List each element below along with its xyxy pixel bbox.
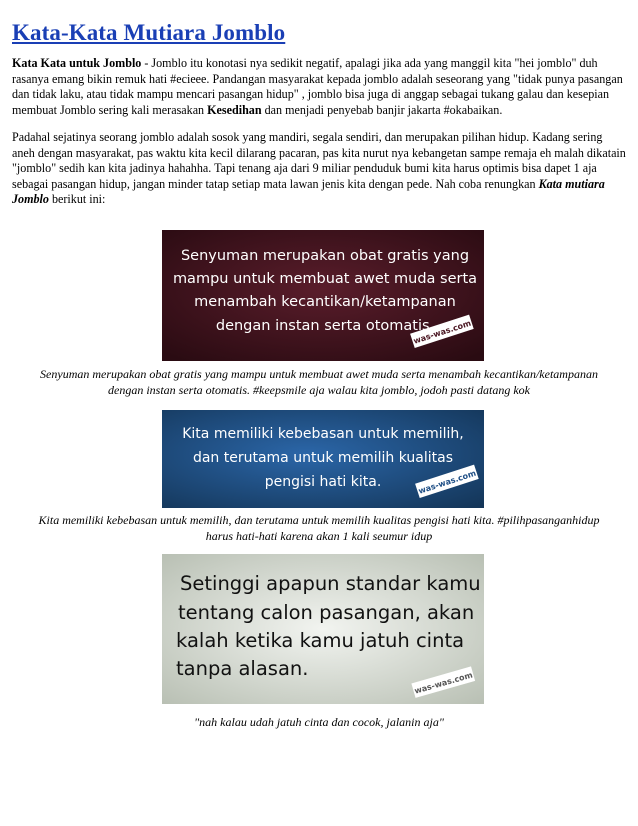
caption-2-line-2: harus hati-hati karena akan 1 kali seumur idup <box>205 529 433 543</box>
image-1-watermark: was-was.com <box>412 318 473 346</box>
caption-1-line-1: Senyuman merupakan obat gratis yang mampu untuk membuat awet muda serta menambah kecantikan/ketampanan <box>40 367 598 381</box>
intro-paragraph <box>12 56 626 118</box>
intro-bold-lead: Kata Kata untuk Jomblo <box>12 56 142 70</box>
image-2-line-2: dan terutama untuk memilih kualitas <box>192 450 454 466</box>
intro-text-a: - Jomblo itu konotasi nya sedikit negatif, apalagi jika ada yang manggil kita "hei jomblo" duh rasanya emang bikin remuk hati #ecieee. Pandangan masyarakat kepada jomblo adalah seseorang yang "tidak punya pasangan dan tidak laku, atau tidak mampu mencari pasangan hidup" , jomblo bisa juga di anggap sebagai tukang galau dan kesepian membuat Jomblo sering kali merasakan <box>12 56 623 117</box>
caption-1-line-2: dengan instan serta otomatis. #keepsmile aja walau kita jomblo, jodoh pasti datang kok <box>108 383 530 397</box>
caption-3-line-1: "nah kalau udah jatuh cinta dan cocok, jalanin aja" <box>194 715 444 729</box>
second-paragraph <box>12 130 626 208</box>
image-3-line-3: kalah ketika kamu jatuh cinta <box>176 629 465 652</box>
image-3-line-1: Setinggi apapun standar kamu <box>180 572 481 595</box>
image-1-line-2: mampu untuk membuat awet muda serta <box>172 271 478 287</box>
second-text-b: berikut ini: <box>48 192 106 207</box>
image-1-line-1: Senyuman merupakan obat gratis yang <box>180 248 470 264</box>
image-1-line-4: dengan instan serta otomatis. <box>215 318 435 334</box>
intro-text-b: dan menjadi penyebab banjir jakarta #okabaikan. <box>261 102 503 117</box>
quote-image-1 <box>162 230 484 361</box>
second-text-a: Padahal sejatinya seorang jomblo adalah sosok yang mandiri, segala sendiri, dan merupakan pilihan hidup. Kadang sering aneh dengan masyarakat, pas waktu kita kecil dilarang pacaran, pas kita nurut nya kebangetan sampe remaja eh malah dikatain "jomblo" sedih kan kita jadinya hahahha. Tapi tenang aja dari 9 miliar penduduk bumi kita harus optimis bisa dapet 1 aja sebagai pasangan hidup, jangan minder tatap setiap mata lawan jenis kita dengan pede. Nah coba renungkan <box>12 130 626 191</box>
intro-bold-word: Kesedihan <box>207 102 262 117</box>
quote-image-2 <box>162 410 484 508</box>
caption-2 <box>12 512 626 544</box>
image-2-line-3: pengisi hati kita. <box>264 474 382 490</box>
caption-2-line-1: Kita memiliki kebebasan untuk memilih, dan terutama untuk memilih kualitas pengisi hati kita. #pilihpasanganhidup <box>38 513 600 527</box>
image-3-line-4: tanpa alasan. <box>176 657 309 680</box>
image-2-watermark: was-was.com <box>417 468 478 496</box>
image-3-line-2: tentang calon pasangan, akan <box>178 601 475 624</box>
quote-image-3 <box>162 554 484 704</box>
caption-3 <box>12 714 626 730</box>
caption-1 <box>12 366 626 398</box>
page-title: Kata-Kata Mutiara Jomblo <box>12 20 286 45</box>
second-bold-italic: Kata mutiara Jomblo <box>12 176 605 207</box>
image-3-watermark: was-was.com <box>413 670 474 696</box>
image-2-line-1: Kita memiliki kebebasan untuk memilih, <box>182 426 464 442</box>
image-1-line-3: menambah kecantikan/ketampanan <box>194 294 456 310</box>
